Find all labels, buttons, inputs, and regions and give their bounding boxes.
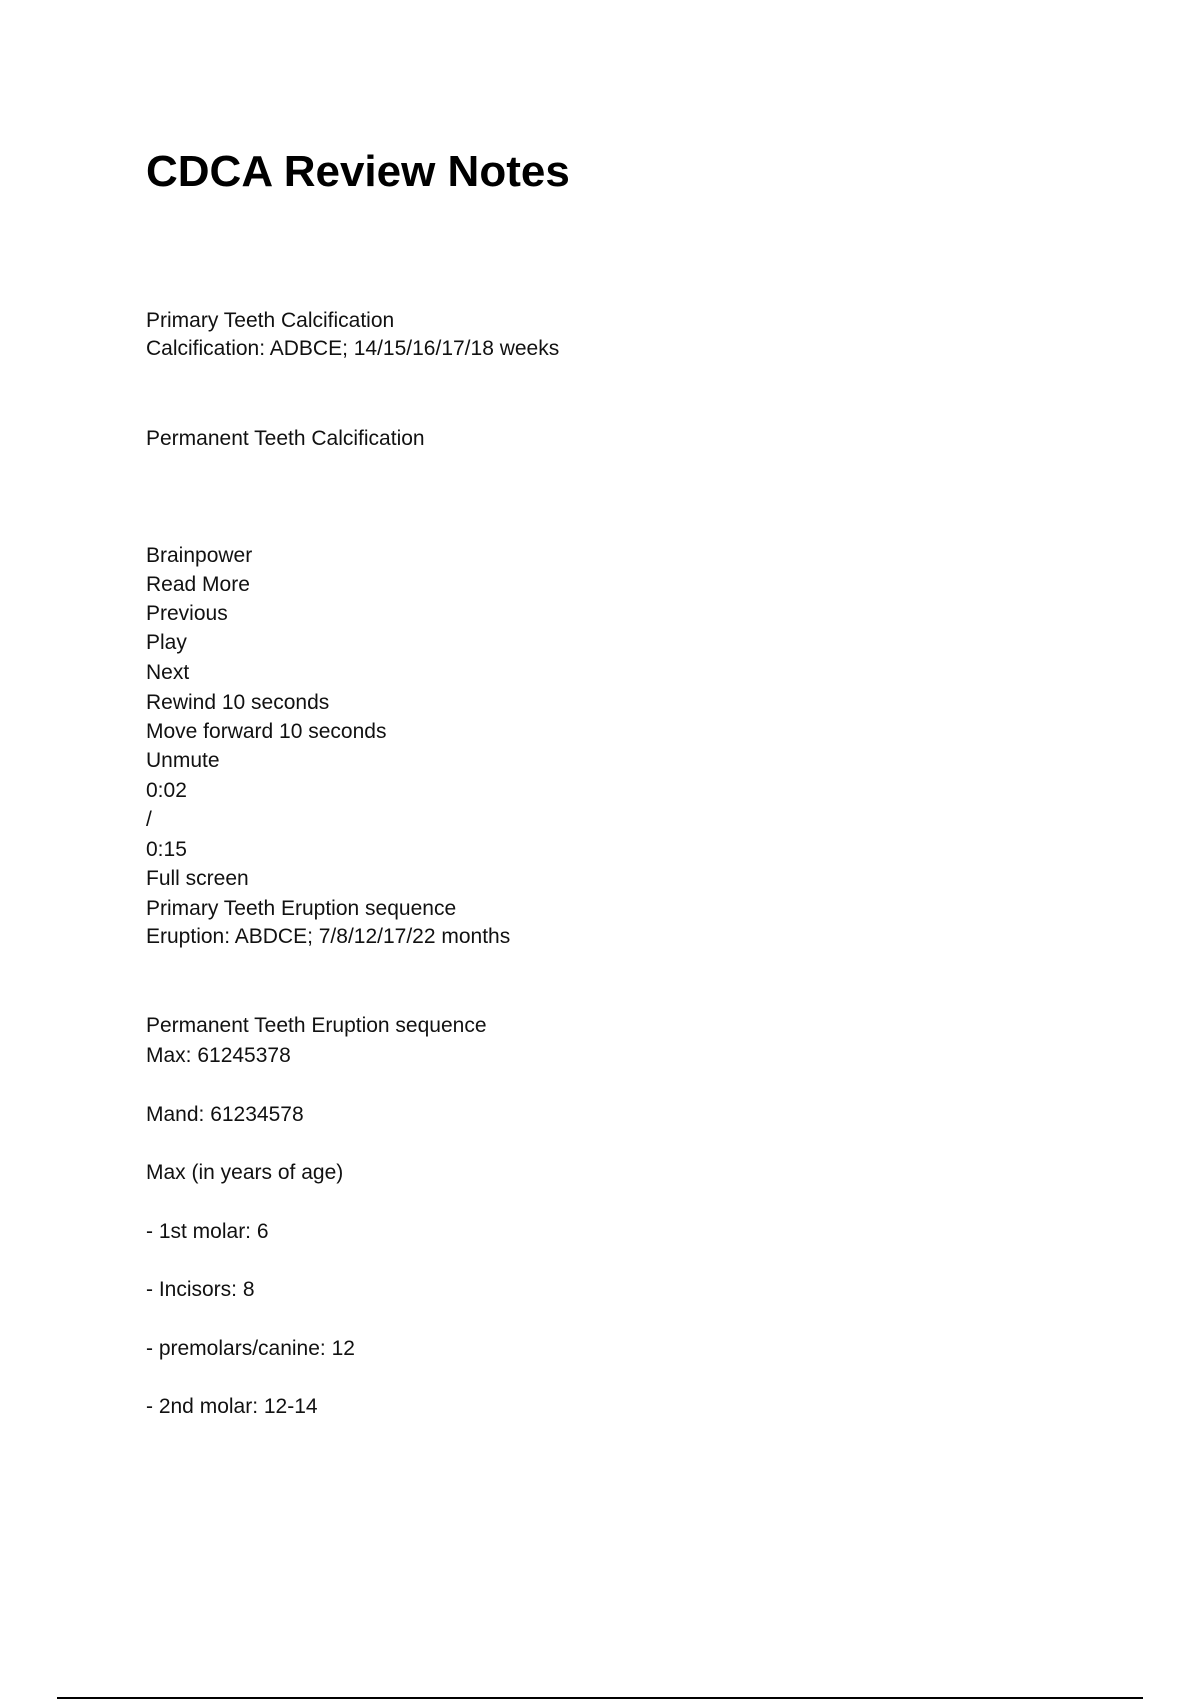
primary-eruption-detail: Eruption: ABDCE; 7/8/12/17/22 months — [146, 925, 511, 948]
list-item: - Incisors: 8 — [146, 1278, 255, 1301]
time-separator: / — [146, 808, 152, 831]
primary-calcification-heading: Primary Teeth Calcification — [146, 309, 395, 332]
page-title: CDCA Review Notes — [146, 147, 570, 196]
list-item: - 1st molar: 6 — [146, 1220, 269, 1243]
previous-button[interactable]: Previous — [146, 602, 228, 625]
permanent-eruption-heading: Permanent Teeth Eruption sequence — [146, 1014, 487, 1037]
primary-eruption-heading: Primary Teeth Eruption sequence — [146, 897, 457, 920]
max-sequence: Max: 61245378 — [146, 1044, 291, 1067]
fullscreen-button[interactable]: Full screen — [146, 867, 249, 890]
list-item: - 2nd molar: 12-14 — [146, 1395, 318, 1418]
list-item: - premolars/canine: 12 — [146, 1337, 355, 1360]
mand-sequence: Mand: 61234578 — [146, 1103, 304, 1126]
current-time: 0:02 — [146, 779, 187, 802]
media-brand-label: Brainpower — [146, 544, 253, 567]
forward-button[interactable]: Move forward 10 seconds — [146, 720, 387, 743]
play-button[interactable]: Play — [146, 631, 187, 654]
max-age-heading: Max (in years of age) — [146, 1161, 344, 1184]
rewind-button[interactable]: Rewind 10 seconds — [146, 691, 330, 714]
unmute-button[interactable]: Unmute — [146, 749, 220, 772]
primary-calcification-detail: Calcification: ADBCE; 14/15/16/17/18 weeks — [146, 337, 560, 360]
permanent-calcification-heading: Permanent Teeth Calcification — [146, 427, 425, 450]
next-button[interactable]: Next — [146, 661, 190, 684]
bottom-divider — [57, 1697, 1143, 1699]
duration: 0:15 — [146, 838, 187, 861]
read-more-link[interactable]: Read More — [146, 573, 250, 596]
